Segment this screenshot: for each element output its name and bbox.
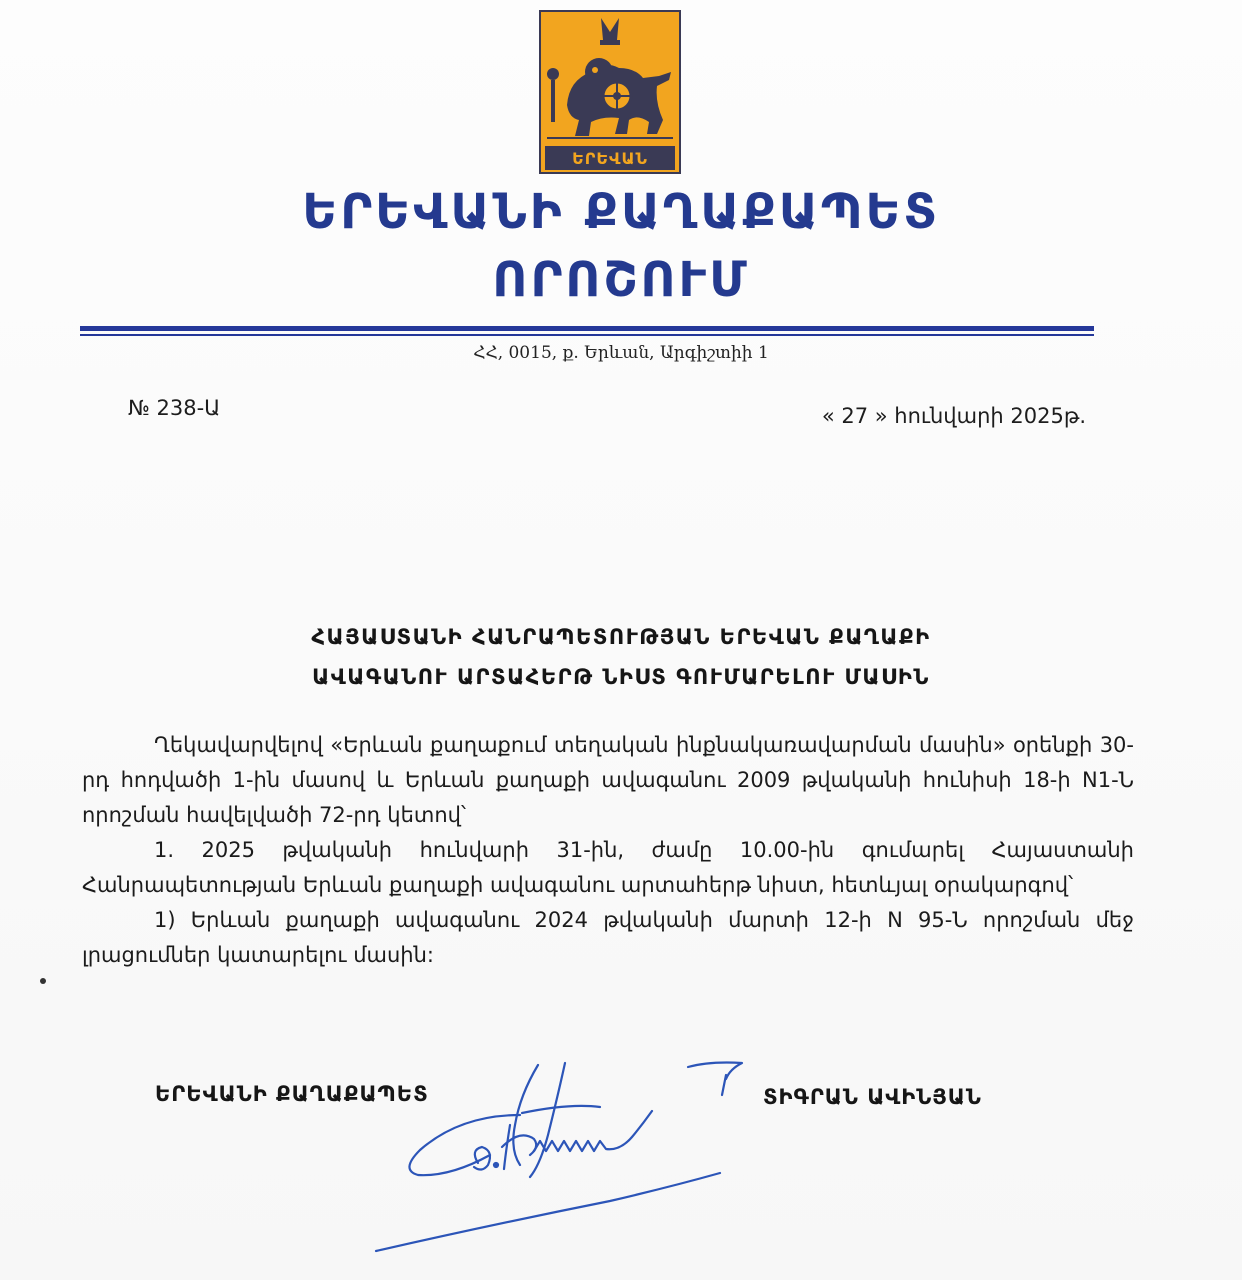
header-divider-thin <box>80 334 1094 336</box>
svg-text:ԵՐԵՎԱՆ: ԵՐԵՎԱՆ <box>572 149 648 168</box>
header-divider-thick <box>80 326 1094 331</box>
clause-1: 1. 2025 թվականի հունվարի 31-ին, ժամը 10.00-ին գումարել Հայաստանի Հանրապետության Երևան քաղաքի ավագանու արտահերթ նիստ, հետևյալ օրակարգով՝ <box>82 838 1134 897</box>
handwritten-signature <box>370 1055 770 1255</box>
address-line: ՀՀ, 0015, ք. Երևան, Արգիշտիի 1 <box>473 343 769 363</box>
page-title: ԵՐԵՎԱՆԻ ՔԱՂԱՔԱՊԵՏ <box>302 184 940 240</box>
subject-line-2: ԱՎԱԳԱՆՈՒ ԱՐՏԱՀԵՐԹ ՆԻՍՏ ԳՈՒՄԱՐԵԼՈՒ ՄԱՍԻՆ <box>312 665 930 689</box>
document-type-heading: ՈՐՈՇՈՒՄ <box>492 252 750 308</box>
signatory-position: ԵՐԵՎԱՆԻ ՔԱՂԱՔԱՊԵՏ <box>155 1082 429 1106</box>
decision-subject <box>0 617 1242 697</box>
scan-speck <box>40 978 46 984</box>
decision-body <box>82 728 1134 973</box>
subject-line-1: ՀԱՅԱՍՏԱՆԻ ՀԱՆՐԱՊԵՏՈՒԹՅԱՆ ԵՐԵՎԱՆ ՔԱՂԱՔԻ <box>311 625 931 649</box>
signatory-name: ՏԻԳՐԱՆ ԱՎԻՆՅԱՆ <box>763 1085 982 1109</box>
yerevan-coat-of-arms-icon <box>539 10 681 174</box>
document-number: № 238-Ա <box>128 396 221 420</box>
document-date: « 27 » հունվարի 2025թ. <box>821 404 1086 428</box>
agenda-item-1: 1) Երևան քաղաքի ավագանու 2024 թվականի մարտի 12-ի N 95-Ն որոշման մեջ լրացումներ կատարելու մասին: <box>82 908 1134 967</box>
preamble-paragraph: Ղեկավարվելով «Երևան քաղաքում տեղական ինքնակառավարման մասին» օրենքի 30-րդ հոդվածի 1-ին մասով և Երևան քաղաքի ավագանու 2009 թվականի հունիսի 18-ի N1-Ն որոշման հավելվածի 72-րդ կետով՝ <box>82 733 1134 827</box>
